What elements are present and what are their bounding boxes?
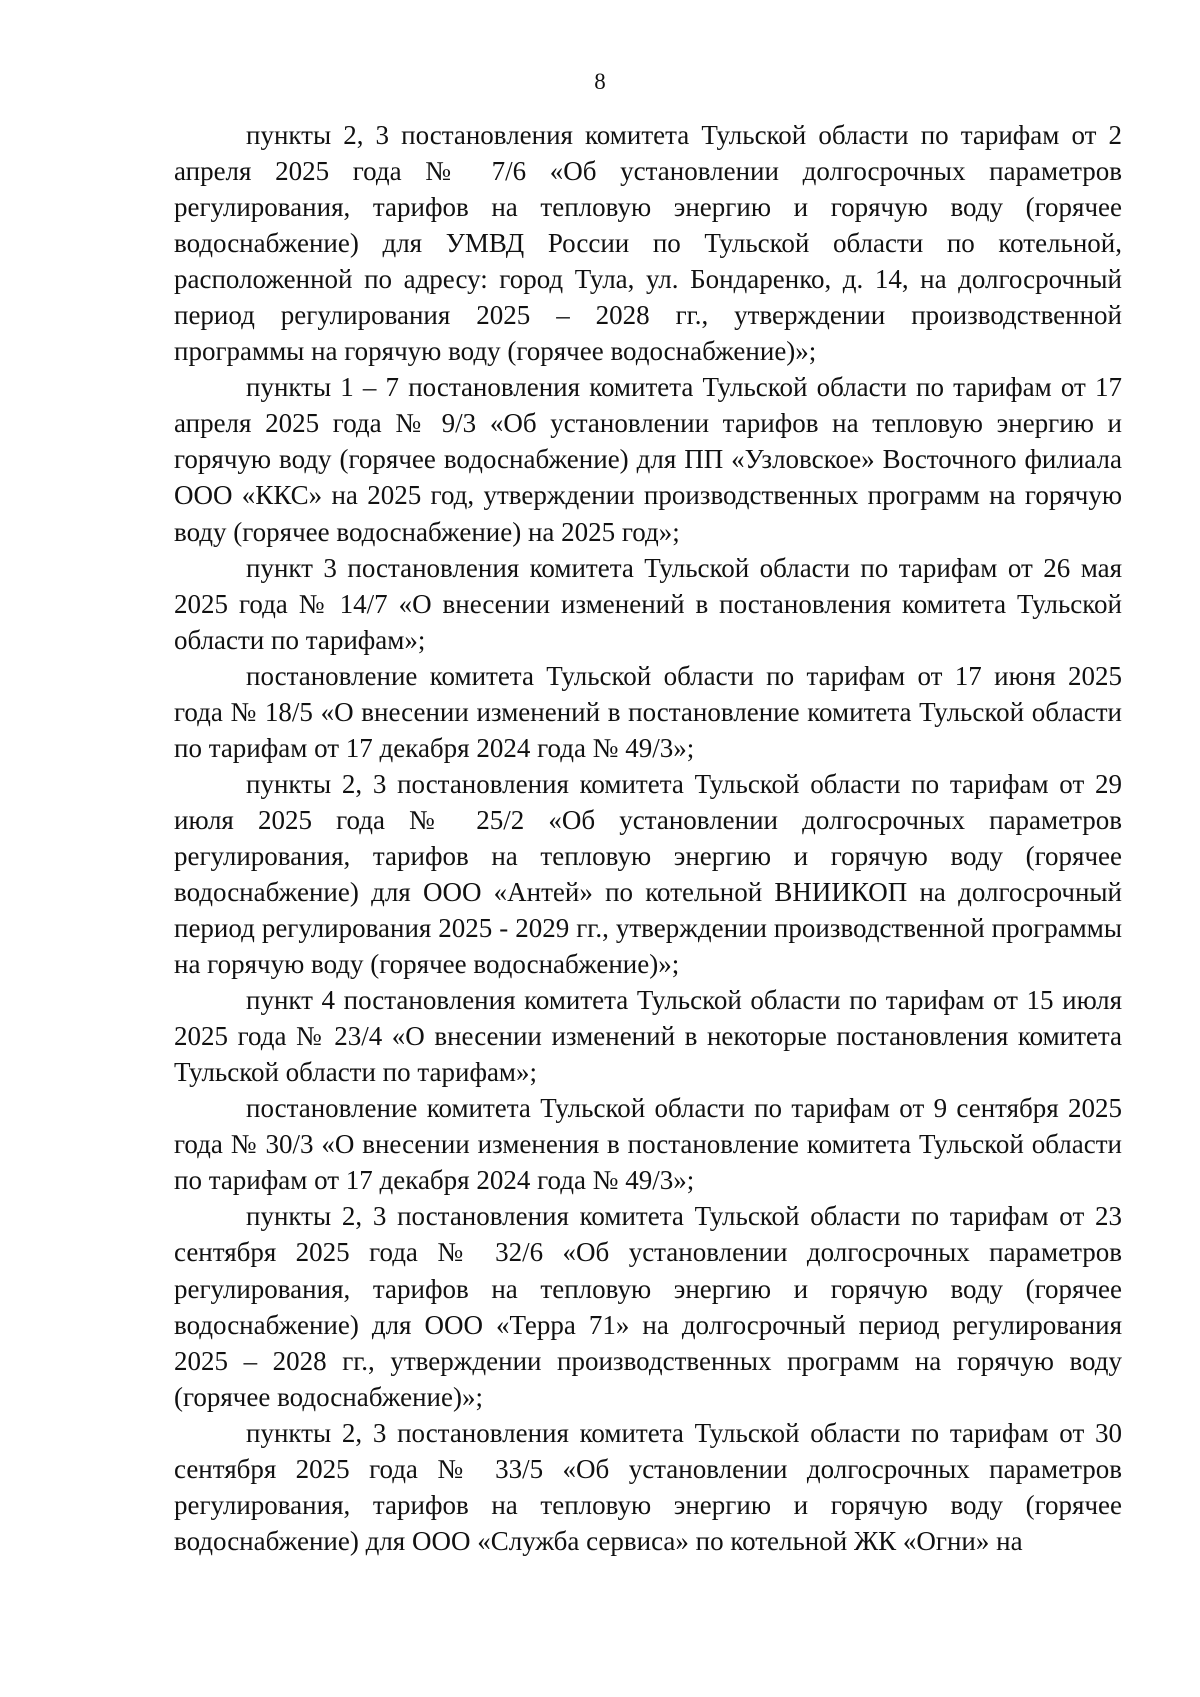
paragraph-8: пункты 2, 3 постановления комитета Тульской области по тарифам от 23 сентября 2025 года № 32/6 «Об установлении долгосрочных параметров регулирования, тарифов на тепловую энергию и горячую воду (горячее водоснабжение) для ООО «Терра 71» на долгосрочный период регулирования 2025 – 2028 гг., утверждении производственных программ на горячую воду (горячее водоснабжение)»; xyxy=(174,1201,1122,1412)
paragraph-3: пункт 3 постановления комитета Тульской области по тарифам от 26 мая 2025 года № 14/7 «О внесении изменений в постановления комитета Тульской области по тарифам»; xyxy=(174,552,1122,655)
document-body xyxy=(174,117,1122,1559)
paragraph-2: пункты 1 – 7 постановления комитета Тульской области по тарифам от 17 апреля 2025 года № 9/3 «Об установлении тарифов на тепловую энергию и горячую воду (горячее водоснабжение) для ПП «Узловское» Восточного филиала ООО «ККС» на 2025 год, утверждении производственных программ на горячую воду (горячее водоснабжение) на 2025 год»; xyxy=(174,372,1122,547)
paragraph-1: пункты 2, 3 постановления комитета Тульской области по тарифам от 2 апреля 2025 года № 7/6 «Об установлении долгосрочных параметров регулирования, тарифов на тепловую энергию и горячую воду (горячее водоснабжение) для УМВД России по Тульской области по котельной, расположенной по адресу: город Тула, ул. Бондаренко, д. 14, на долгосрочный период регулирования 2025 – 2028 гг., утверждении производственной программы на горячую воду (горячее водоснабжение)»; xyxy=(174,120,1122,367)
paragraph-9: пункты 2, 3 постановления комитета Тульской области по тарифам от 30 сентября 2025 года № 33/5 «Об установлении долгосрочных параметров регулирования, тарифов на тепловую энергию и горячую воду (горячее водоснабжение) для ООО «Служба сервиса» по котельной ЖК «Огни» на xyxy=(174,1417,1122,1556)
paragraph-6: пункт 4 постановления комитета Тульской области по тарифам от 15 июля 2025 года № 23/4 «О внесении изменений в некоторые постановления комитета Тульской области по тарифам»; xyxy=(174,985,1122,1088)
paragraph-4: постановление комитета Тульской области по тарифам от 17 июня 2025 года № 18/5 «О внесении изменений в постановление комитета Тульской области по тарифам от 17 декабря 2024 года № 49/3»; xyxy=(174,660,1122,763)
paragraph-7: постановление комитета Тульской области по тарифам от 9 сентября 2025 года № 30/3 «О внесении изменения в постановление комитета Тульской области по тарифам от 17 декабря 2024 года № 49/3»; xyxy=(174,1093,1122,1196)
page-number: 8 xyxy=(594,69,606,94)
paragraph-5: пункты 2, 3 постановления комитета Тульской области по тарифам от 29 июля 2025 года № 25/2 «Об установлении долгосрочных параметров регулирования, тарифов на тепловую энергию и горячую воду (горячее водоснабжение) для ООО «Антей» по котельной ВНИИКОП на долгосрочный период регулирования 2025 - 2029 гг., утверждении производственной программы на горячую воду (горячее водоснабжение)»; xyxy=(174,768,1122,980)
